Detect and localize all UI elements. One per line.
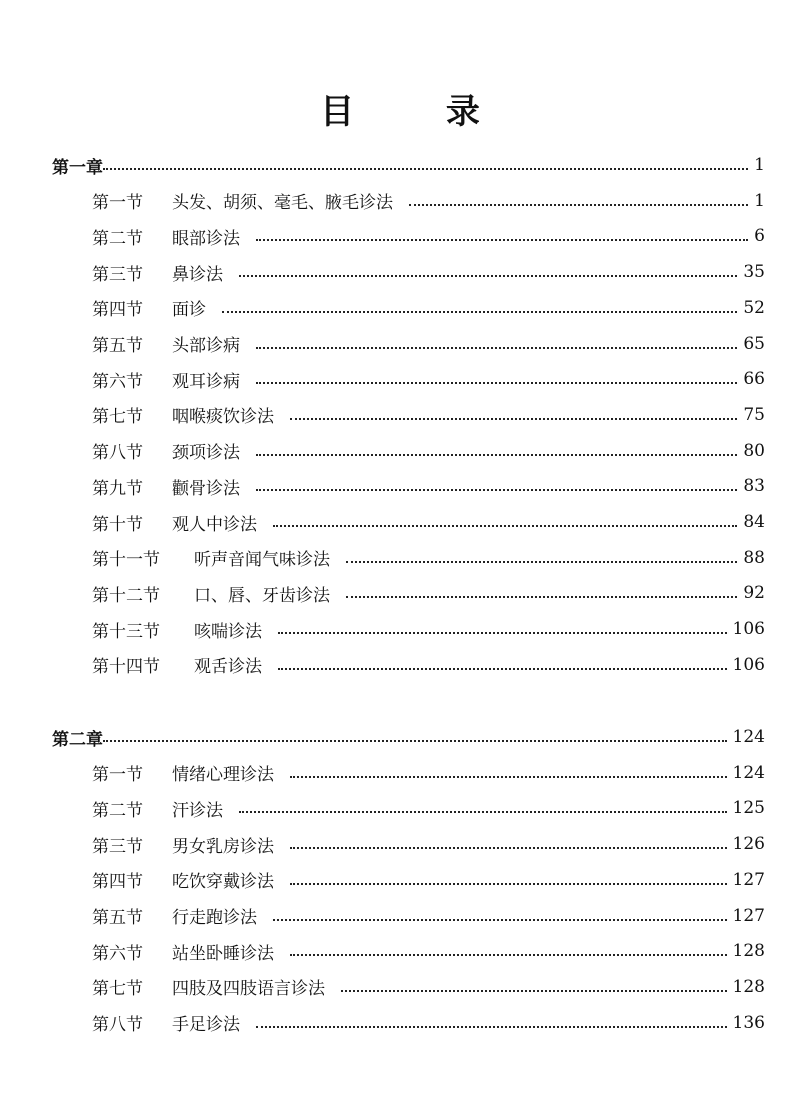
section-row[interactable] — [92, 758, 765, 788]
section-row[interactable] — [92, 578, 765, 608]
section-row[interactable] — [92, 614, 765, 644]
section-row[interactable] — [92, 829, 765, 859]
section-page-number: 128 — [732, 941, 765, 962]
section-label: 第一节 — [92, 193, 143, 214]
section-title: 行走跑诊法 — [172, 908, 257, 928]
section-row[interactable] — [92, 400, 765, 430]
section-page-number: 127 — [732, 905, 765, 926]
section-row[interactable] — [92, 436, 765, 466]
section-title: 观耳诊病 — [172, 371, 240, 392]
dot-leader — [409, 204, 748, 206]
section-label: 第十二节 — [92, 585, 160, 606]
dot-leader — [346, 561, 737, 563]
section-row[interactable] — [92, 650, 765, 680]
section-title: 头部诊病 — [172, 336, 240, 356]
section-page-number: 52 — [743, 297, 765, 318]
section-title: 听声音闻气味诊法 — [194, 550, 330, 571]
section-row[interactable] — [92, 471, 765, 501]
section-label: 第六节 — [92, 371, 143, 392]
section-page-number: 65 — [743, 333, 765, 354]
dot-leader — [278, 632, 727, 634]
section-label: 第十节 — [92, 514, 143, 535]
page-title: 目 录 — [320, 92, 520, 132]
section-row[interactable] — [92, 186, 765, 216]
chapter-label: 第一章 — [52, 157, 103, 178]
section-page-number: 6 — [754, 226, 765, 247]
section-label: 第三节 — [92, 264, 143, 285]
section-page-number: 75 — [743, 404, 765, 425]
section-row[interactable] — [92, 364, 765, 394]
section-label: 第一节 — [92, 765, 143, 786]
section-page-number: 66 — [743, 369, 765, 390]
section-label: 第五节 — [92, 908, 143, 928]
dot-leader — [278, 668, 727, 670]
section-title: 站坐卧睡诊法 — [172, 943, 274, 964]
section-row[interactable] — [92, 901, 765, 931]
section-title: 眼部诊法 — [172, 228, 240, 249]
section-label: 第四节 — [92, 300, 143, 321]
section-label: 第七节 — [92, 979, 143, 1000]
dot-leader — [256, 382, 737, 384]
section-title: 咳喘诊法 — [194, 621, 262, 642]
section-title: 颈项诊法 — [172, 443, 240, 464]
section-title: 观人中诊法 — [172, 514, 257, 535]
section-label: 第六节 — [92, 943, 143, 964]
section-label: 第十三节 — [92, 621, 160, 642]
section-page-number: 92 — [743, 583, 765, 604]
dot-leader — [290, 883, 727, 885]
chapter-page-number: 1 — [754, 155, 765, 175]
chapter-label: 第二章 — [52, 729, 103, 750]
dot-leader — [256, 1026, 727, 1028]
section-title: 男女乳房诊法 — [172, 836, 274, 857]
dot-leader — [290, 954, 727, 956]
section-title: 四肢及四肢语言诊法 — [172, 979, 325, 1000]
section-page-number: 88 — [743, 547, 765, 568]
dot-leader — [290, 776, 727, 778]
section-title: 鼻诊法 — [172, 264, 223, 285]
section-title: 口、唇、牙齿诊法 — [194, 585, 330, 606]
chapter-row[interactable] — [52, 150, 765, 180]
section-page-number: 128 — [732, 976, 765, 997]
dot-leader — [256, 454, 737, 456]
section-page-number: 35 — [743, 262, 765, 283]
section-label: 第五节 — [92, 336, 143, 356]
dot-leader — [103, 168, 748, 170]
section-page-number: 136 — [732, 1012, 765, 1033]
section-row[interactable] — [92, 293, 765, 323]
section-page-number: 83 — [743, 476, 765, 497]
section-page-number: 126 — [732, 834, 765, 855]
section-label: 第八节 — [92, 443, 143, 464]
section-page-number: 1 — [754, 190, 765, 211]
section-page-number: 84 — [743, 512, 765, 532]
section-label: 第十四节 — [92, 657, 160, 678]
section-page-number: 106 — [732, 654, 765, 675]
section-label: 第八节 — [92, 1015, 143, 1036]
section-label: 第四节 — [92, 872, 143, 893]
dot-leader — [290, 847, 727, 849]
section-row[interactable] — [92, 793, 765, 823]
dot-leader — [239, 811, 727, 813]
section-title: 颧骨诊法 — [172, 478, 240, 499]
chapter-page-number: 124 — [732, 727, 765, 747]
section-page-number: 127 — [732, 869, 765, 890]
section-row[interactable] — [92, 1008, 765, 1038]
dot-leader — [222, 311, 737, 313]
section-label: 第七节 — [92, 407, 143, 428]
section-title: 情绪心理诊法 — [172, 765, 274, 786]
section-label: 第九节 — [92, 478, 143, 499]
dot-leader — [239, 275, 737, 277]
dot-leader — [290, 418, 737, 420]
section-title: 头发、胡须、毫毛、腋毛诊法 — [172, 193, 393, 214]
dot-leader — [256, 239, 748, 241]
section-title: 面诊 — [172, 300, 206, 321]
section-title: 手足诊法 — [172, 1015, 240, 1036]
section-label: 第十一节 — [92, 550, 160, 571]
section-page-number: 106 — [732, 619, 765, 640]
section-label: 第二节 — [92, 800, 143, 821]
section-page-number: 80 — [743, 440, 765, 461]
dot-leader — [273, 919, 727, 921]
section-page-number: 125 — [732, 798, 765, 819]
section-row[interactable] — [92, 543, 765, 573]
section-row[interactable] — [92, 972, 765, 1002]
section-label: 第二节 — [92, 228, 143, 249]
section-row[interactable] — [92, 257, 765, 287]
section-title: 咽喉痰饮诊法 — [172, 407, 274, 428]
section-row[interactable] — [92, 221, 765, 251]
dot-leader — [341, 990, 727, 992]
section-label: 第三节 — [92, 836, 143, 857]
dot-leader — [256, 347, 737, 349]
section-row[interactable] — [92, 329, 765, 359]
section-row[interactable] — [92, 507, 765, 537]
section-title: 汗诊法 — [172, 800, 223, 821]
section-title: 吃饮穿戴诊法 — [172, 872, 274, 893]
section-page-number: 124 — [732, 762, 765, 783]
section-title: 观舌诊法 — [194, 657, 262, 678]
section-row[interactable] — [92, 936, 765, 966]
dot-leader — [273, 525, 737, 527]
section-row[interactable] — [92, 865, 765, 895]
dot-leader — [346, 596, 737, 598]
dot-leader — [103, 740, 727, 742]
dot-leader — [256, 489, 737, 491]
chapter-row[interactable] — [52, 722, 765, 752]
